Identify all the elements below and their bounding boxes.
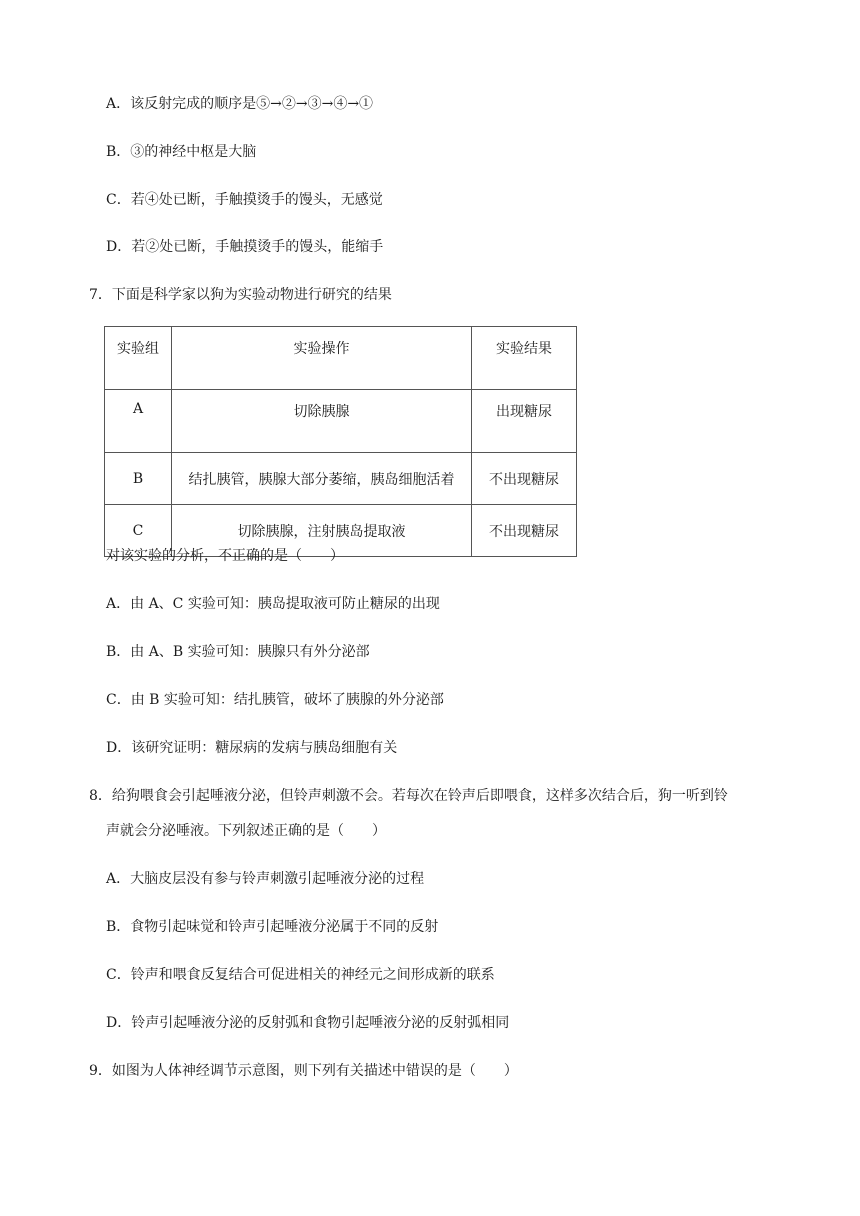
option-text: 该研究证明：糖尿病的发病与胰岛细胞有关 bbox=[131, 740, 398, 756]
table-cell: 不出现糖尿 bbox=[472, 453, 577, 505]
option-text: 若②处已断，手触摸烫手的馒头，能缩手 bbox=[131, 239, 384, 255]
q7-option-d bbox=[106, 738, 397, 758]
table-header-cell: 实验组 bbox=[105, 327, 172, 390]
table-cell: A bbox=[105, 390, 172, 453]
table-row bbox=[105, 390, 577, 453]
option-label: A． bbox=[106, 871, 131, 887]
q7-option-a bbox=[106, 594, 440, 614]
option-text: 由 A、C 实验可知：胰岛提取液可防止糖尿的出现 bbox=[130, 596, 440, 612]
q6-option-c bbox=[106, 190, 383, 210]
option-label: A． bbox=[106, 96, 131, 112]
option-text: 食物引起味觉和铃声引起唾液分泌属于不同的反射 bbox=[130, 919, 439, 935]
table-cell: 切除胰腺 bbox=[172, 390, 472, 453]
q8-option-a bbox=[106, 869, 424, 889]
q8-option-c bbox=[106, 965, 495, 985]
option-label: B． bbox=[106, 919, 131, 935]
table-header-row bbox=[105, 327, 577, 390]
q6-option-d bbox=[106, 237, 383, 257]
option-label: D． bbox=[106, 239, 132, 255]
table-header-cell: 实验操作 bbox=[172, 327, 472, 390]
table-row bbox=[105, 453, 577, 505]
table-cell: C bbox=[105, 505, 172, 557]
option-label: B． bbox=[106, 644, 131, 660]
q7-question: 对该实验的分析，不正确的是（ ） bbox=[106, 548, 344, 564]
option-text: ③的神经中枢是大脑 bbox=[130, 144, 257, 160]
table-cell: B bbox=[105, 453, 172, 505]
q8-stem-line1: 8．给狗喂食会引起唾液分泌，但铃声刺激不会。若每次在铃声后即喂食，这样多次结合后，狗一听到铃 bbox=[89, 788, 728, 804]
option-label: C． bbox=[106, 692, 131, 708]
q7-stem: 7．下面是科学家以狗为实验动物进行研究的结果 bbox=[89, 287, 392, 303]
option-label: C． bbox=[106, 967, 131, 983]
option-label: D． bbox=[106, 1015, 132, 1031]
option-text: 由 B 实验可知：结扎胰管，破坏了胰腺的外分泌部 bbox=[130, 692, 444, 708]
option-text: 该反射完成的顺序是⑤→②→③→④→① bbox=[130, 96, 374, 112]
option-text: 大脑皮层没有参与铃声刺激引起唾液分泌的过程 bbox=[130, 871, 425, 887]
option-text: 若④处已断，手触摸烫手的馒头，无感觉 bbox=[130, 192, 383, 208]
q8-stem-line2: 声就会分泌唾液。下列叙述正确的是（ ） bbox=[106, 823, 386, 839]
q8-option-b bbox=[106, 917, 438, 937]
experiment-table bbox=[104, 326, 577, 557]
q9-stem: 9．如图为人体神经调节示意图，则下列有关描述中错误的是（ ） bbox=[89, 1063, 518, 1079]
table-cell: 不出现糖尿 bbox=[472, 505, 577, 557]
option-label: D． bbox=[106, 740, 132, 756]
q7-option-b bbox=[106, 642, 370, 662]
option-text: 铃声引起唾液分泌的反射弧和食物引起唾液分泌的反射弧相同 bbox=[131, 1015, 510, 1031]
option-label: B． bbox=[106, 144, 131, 160]
table-cell: 结扎胰管，胰腺大部分萎缩，胰岛细胞活着 bbox=[172, 453, 472, 505]
q7-option-c bbox=[106, 690, 444, 710]
table-cell: 切除胰腺，注射胰岛提取液 bbox=[172, 505, 472, 557]
q6-option-a bbox=[106, 94, 373, 114]
table-cell: 出现糖尿 bbox=[472, 390, 577, 453]
option-text: 铃声和喂食反复结合可促进相关的神经元之间形成新的联系 bbox=[130, 967, 495, 983]
q6-option-b bbox=[106, 142, 256, 162]
option-text: 由 A、B 实验可知：胰腺只有外分泌部 bbox=[130, 644, 370, 660]
option-label: A． bbox=[106, 596, 131, 612]
q8-option-d bbox=[106, 1013, 509, 1033]
option-label: C． bbox=[106, 192, 131, 208]
table-header-cell: 实验结果 bbox=[472, 327, 577, 390]
